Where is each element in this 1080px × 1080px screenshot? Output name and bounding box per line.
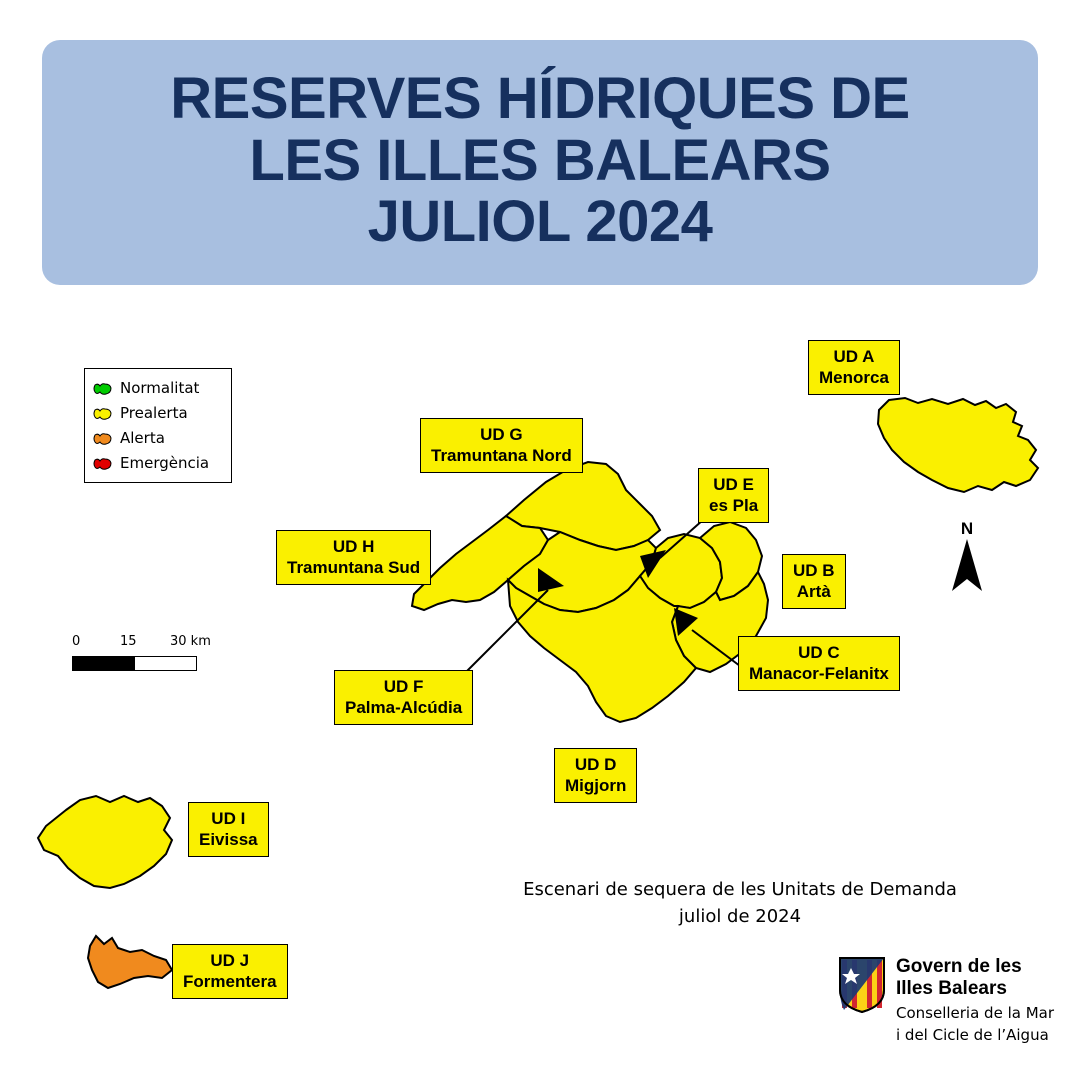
ud-h-id: UD H <box>332 537 375 556</box>
ud-c-id: UD C <box>798 643 840 662</box>
ud-b-name: Artà <box>796 581 831 601</box>
title-banner <box>42 40 1038 285</box>
ud-e-name: es Pla <box>709 495 759 515</box>
map-label-ud-e[interactable] <box>698 468 769 523</box>
legend-label: Prealerta <box>120 403 188 422</box>
island-eivissa[interactable] <box>38 796 172 888</box>
page-title-line-1: RESERVES HÍDRIQUES DE <box>170 66 910 132</box>
ud-f-id: UD F <box>383 677 424 696</box>
map-label-ud-d[interactable] <box>554 748 637 803</box>
map-label-ud-f[interactable] <box>334 670 473 725</box>
ud-f-name: Palma-Alcúdia <box>345 697 463 717</box>
gov-sub-line-1: Conselleria de la Mar <box>896 1003 1055 1022</box>
balearic-shield-icon <box>838 956 886 1014</box>
map-label-ud-b[interactable] <box>782 554 846 609</box>
page-title-line-3: JULIOL 2024 <box>367 189 713 255</box>
map-label-ud-c[interactable] <box>738 636 900 691</box>
map-caption <box>460 876 1020 930</box>
map-label-ud-a[interactable] <box>808 340 900 395</box>
legend-label: Emergència <box>120 453 210 472</box>
ud-i-id: UD I <box>211 809 246 828</box>
ud-a-id: UD A <box>833 347 875 366</box>
scale-tick-1: 15 <box>120 634 137 649</box>
ud-g-name: Tramuntana Nord <box>431 445 572 465</box>
caption-line-2: juliol de 2024 <box>678 906 802 927</box>
scale-tick-2: 30 km <box>170 634 211 649</box>
scale-tick-0: 0 <box>72 634 81 649</box>
caption-line-1: Escenari de sequera de les Unitats de Demanda <box>523 879 957 900</box>
ud-g-id: UD G <box>480 425 523 444</box>
map-label-ud-i[interactable] <box>188 802 269 857</box>
gov-title-line-2: Illes Balears <box>896 978 1007 1000</box>
map-label-ud-g[interactable] <box>420 418 583 473</box>
ud-c-name: Manacor-Felanitx <box>749 663 889 683</box>
map-label-ud-j[interactable] <box>172 944 288 999</box>
legend-label: Normalitat <box>120 378 200 397</box>
government-logo <box>838 956 1054 1045</box>
north-arrow-icon <box>944 537 990 593</box>
page-title-line-2: LES ILLES BALEARS <box>249 127 831 193</box>
north-letter: N <box>960 519 974 538</box>
ud-d-name: Migjorn <box>565 775 627 795</box>
gov-sub-line-2: i del Cicle de l’Aigua <box>896 1026 1049 1044</box>
ud-a-name: Menorca <box>819 367 889 387</box>
gov-title-line-1: Govern de les <box>896 956 1022 977</box>
north-arrow <box>944 520 990 597</box>
ud-j-id: UD J <box>210 951 250 970</box>
ud-h-name: Tramuntana Sud <box>287 557 421 577</box>
island-formentera[interactable] <box>88 936 172 988</box>
ud-e-id: UD E <box>713 475 754 494</box>
ud-j-name: Formentera <box>183 971 277 991</box>
ud-i-name: Eivissa <box>199 829 258 849</box>
legend-label: Alerta <box>120 428 165 447</box>
island-menorca[interactable] <box>878 398 1038 492</box>
map-label-ud-h[interactable] <box>276 530 431 585</box>
ud-d-id: UD D <box>574 755 617 774</box>
ud-b-id: UD B <box>793 561 835 580</box>
